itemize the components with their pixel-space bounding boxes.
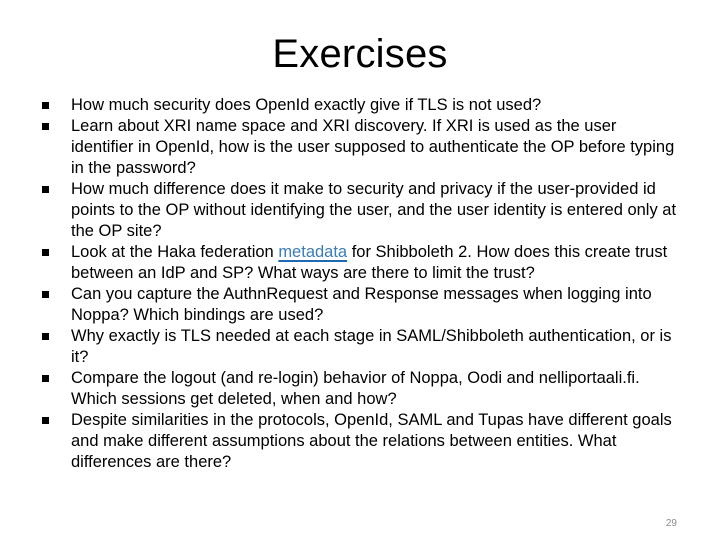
exercise-item	[42, 284, 682, 326]
exercise-text: How much security does OpenId exactly give if TLS is not used?	[71, 96, 542, 114]
exercise-item	[42, 95, 682, 116]
exercise-item	[42, 179, 682, 242]
exercise-text: Can you capture the AuthnRequest and Response messages when logging into Noppa? Which bindings are used?	[71, 285, 652, 324]
exercise-item	[42, 368, 682, 410]
slide-title: Exercises	[272, 32, 448, 76]
exercise-text-before-link: Look at the Haka federation	[71, 243, 279, 261]
square-bullet-icon	[42, 375, 49, 382]
exercise-item	[42, 242, 682, 284]
square-bullet-icon	[42, 333, 49, 340]
metadata-link[interactable]: metadata	[278, 243, 348, 261]
square-bullet-icon	[42, 249, 49, 256]
exercise-list	[42, 95, 682, 473]
exercise-text: Learn about XRI name space and XRI discovery. If XRI is used as the user identifier in OpenId, how is the user supposed to authenticate the OP before typing in the password?	[71, 117, 675, 177]
exercise-text: How much difference does it make to security and privacy if the user-provided id points to the OP without identifying the user, and the user identity is entered only at the OP site?	[71, 180, 677, 240]
exercise-text-after-link: for Shibboleth 2. How does this create trust between an IdP and SP? What ways are there to limit the trust?	[71, 243, 668, 282]
exercise-text: Compare the logout (and re-login) behavior of Noppa, Oodi and nelliportaali.fi. Which sessions get deleted, when and how?	[71, 369, 640, 408]
square-bullet-icon	[42, 186, 49, 193]
square-bullet-icon	[42, 417, 49, 424]
exercise-item	[42, 116, 682, 179]
exercise-text: Why exactly is TLS needed at each stage in SAML/Shibboleth authentication, or is it?	[71, 327, 672, 366]
square-bullet-icon	[42, 291, 49, 298]
exercise-item	[42, 410, 682, 473]
exercise-item	[42, 326, 682, 368]
square-bullet-icon	[42, 123, 49, 130]
exercise-text: Despite similarities in the protocols, OpenId, SAML and Tupas have different goals and make different assumptions about the relations between entities. What differences are there?	[71, 411, 672, 471]
square-bullet-icon	[42, 102, 49, 109]
page-number: 29	[665, 518, 677, 529]
